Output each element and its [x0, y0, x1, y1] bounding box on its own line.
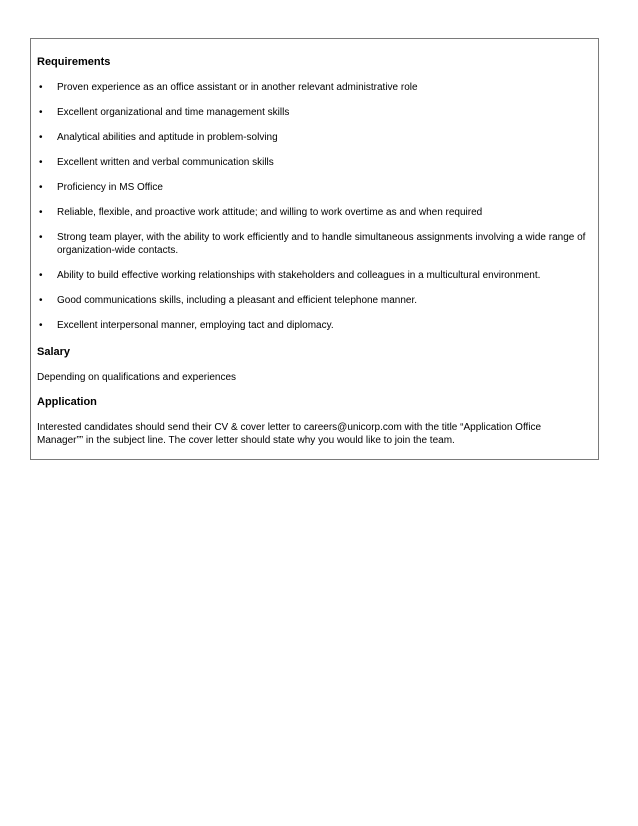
requirements-list: [37, 81, 588, 332]
list-item: [37, 206, 588, 219]
list-item: [37, 131, 588, 144]
list-item: [37, 156, 588, 169]
application-text: Interested candidates should send their CV & cover letter to careers@unicorp.com with the title “Application Office Manager”” in the subject line. The cover letter should state why you would like to join the team.: [37, 422, 542, 446]
bullet-icon: •: [39, 320, 43, 331]
requirement-text: Ability to build effective working relationships with stakeholders and colleagues in a multicultural environment.: [57, 270, 541, 281]
requirement-text: Excellent written and verbal communication skills: [57, 157, 274, 168]
bullet-icon: •: [39, 157, 43, 168]
list-item: [37, 231, 588, 257]
requirement-text: Excellent interpersonal manner, employing tact and diplomacy.: [57, 320, 334, 331]
bullet-icon: •: [39, 295, 43, 306]
requirement-text: Good communications skills, including a pleasant and efficient telephone manner.: [57, 295, 418, 306]
list-item: [37, 106, 588, 119]
bullet-icon: •: [39, 207, 43, 218]
requirement-text: Strong team player, with the ability to work efficiently and to handle simultaneous assignments involving a wide range of organization-wide contacts.: [57, 232, 586, 256]
list-item: [37, 81, 588, 94]
job-posting-content: [37, 56, 588, 447]
salary-heading: Salary: [37, 346, 71, 358]
list-item: [37, 319, 588, 332]
application-heading: Application: [37, 396, 97, 408]
list-item: [37, 294, 588, 307]
bullet-icon: •: [39, 107, 43, 118]
salary-text: Depending on qualifications and experiences: [37, 372, 237, 383]
job-posting-box: [30, 38, 599, 460]
list-item: [37, 269, 588, 282]
list-item: [37, 181, 588, 194]
bullet-icon: •: [39, 182, 43, 193]
requirement-text: Proven experience as an office assistant or in another relevant administrative role: [57, 82, 418, 93]
requirement-text: Reliable, flexible, and proactive work attitude; and willing to work overtime as and when required: [57, 207, 483, 218]
bullet-icon: •: [39, 132, 43, 143]
requirement-text: Analytical abilities and aptitude in problem-solving: [57, 132, 278, 143]
requirement-text: Excellent organizational and time management skills: [57, 107, 290, 118]
requirements-heading: Requirements: [37, 56, 111, 68]
bullet-icon: •: [39, 232, 43, 243]
requirement-text: Proficiency in MS Office: [57, 182, 163, 193]
bullet-icon: •: [39, 82, 43, 93]
bullet-icon: •: [39, 270, 43, 281]
